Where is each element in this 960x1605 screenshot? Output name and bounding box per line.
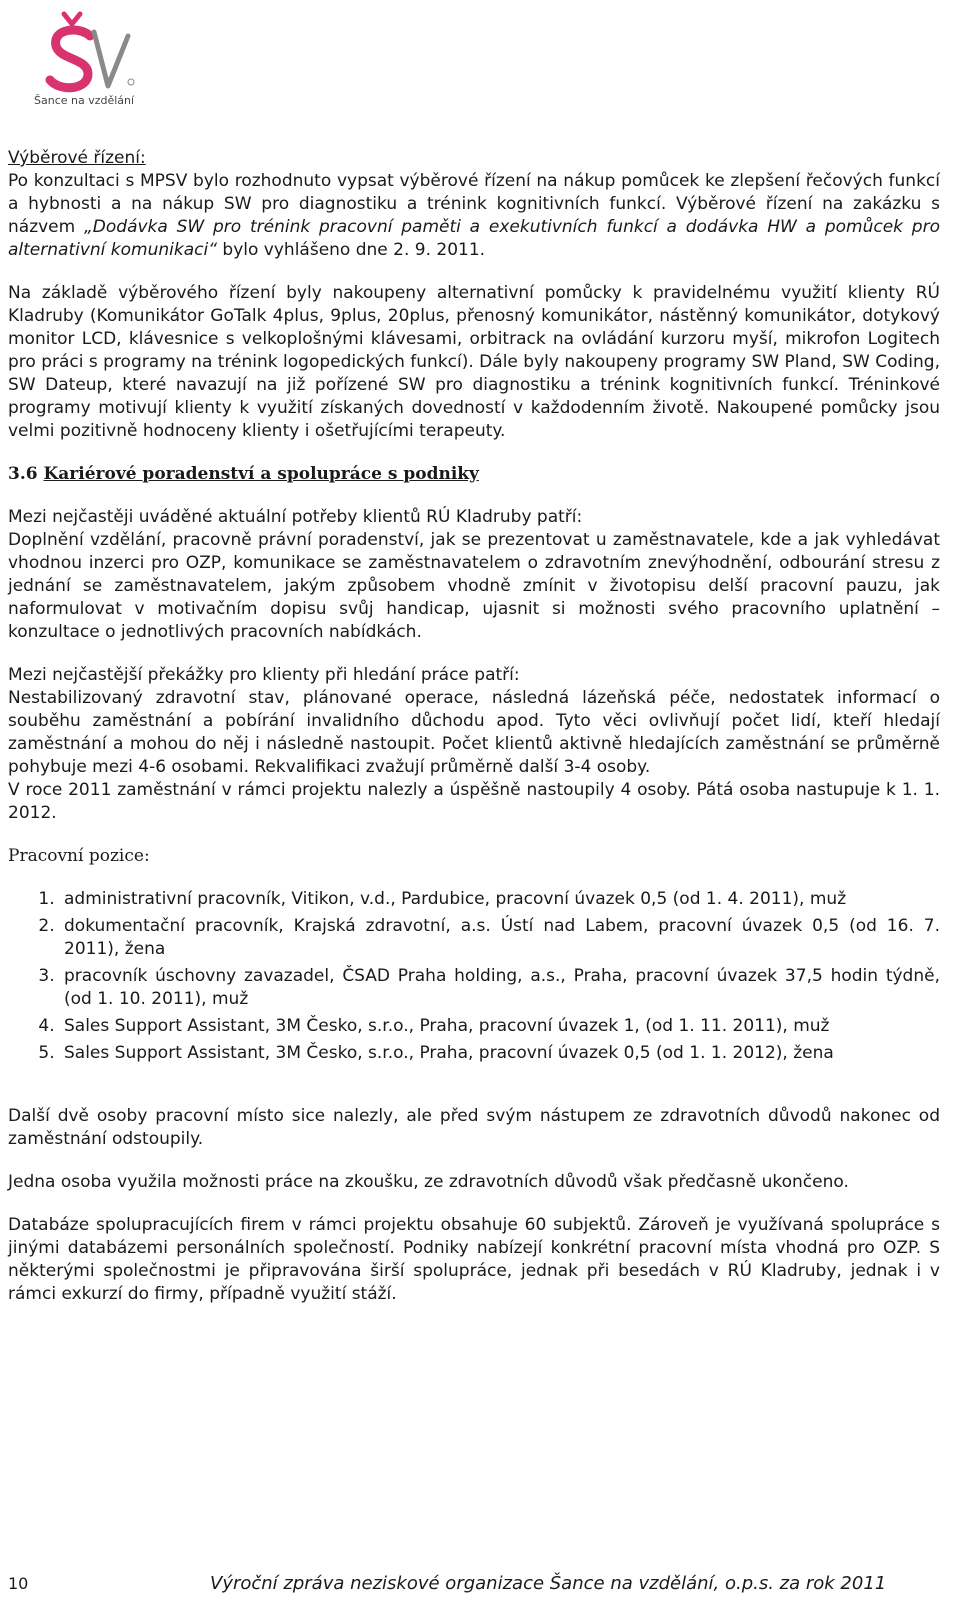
logo-caption: Šance na vzdělání xyxy=(34,94,135,107)
needs-paragraph: Doplnění vzdělání, pracovně právní poradenství, jak se prezentovat u zaměstnavatele, kde a jak vyhledávat vhodnou inzerci pro OZP, komunikace se zaměstnavatelem o zdravotním znevýhodnění, odbourání stresu z jednání se zaměstnavatelem, jakým způsobem vhodně zmínit v životopisu delší pracovní pauzu, jak naformulovat v motivačním dopisu svůj handicap, ujasnit si možnosti svého pracovního uplatnění – konzultace o jednotlivých pracovních nabídkách. xyxy=(8,530,940,642)
list-item: 1. administrativní pracovník, Vitikon, v.d., Pardubice, pracovní úvazek 0,5 (od 1. 4. 2011), muž xyxy=(60,888,940,911)
year-paragraph: V roce 2011 zaměstnání v rámci projektu nalezly a úspěšně nastoupily 4 osoby. Pátá osoba nastupuje k 1. 1. 2012. xyxy=(8,780,940,823)
logo-mark-icon xyxy=(30,10,140,100)
obstacles-heading: Mezi nejčastější překážky pro klienty při hledání práce patří: xyxy=(8,665,520,685)
list-item: 3. pracovník úschovny zavazadel, ČSAD Praha holding, a.s., Praha, pracovní úvazek 37,5 hodin týdně, (od 1. 10. 2011), muž xyxy=(60,965,940,1011)
footer-text: Výroční zpráva neziskové organizace Šance na vzdělání, o.p.s. za rok 2011 xyxy=(210,1573,887,1594)
list-item: 5. Sales Support Assistant, 3M Česko, s.r.o., Praha, pracovní úvazek 0,5 (od 1. 1. 2012), žena xyxy=(60,1042,940,1065)
tender-text-a: Po konzultaci s MPSV bylo rozhodnuto vypsat výběrové řízení na nákup pomůcek ke zlepšení řečových funkcí a hybnosti a na nákup SW pro diagnostiku a trénink kognitivních funkcí. Výběrové řízení na zakázku s názvem xyxy=(8,171,940,237)
tender-heading: Výběrové řízení: xyxy=(8,148,146,168)
section-number: 3.6 xyxy=(8,464,38,484)
section-title-text: Kariérové poradenství a spolupráce s podniky xyxy=(43,464,479,484)
page-number: 10 xyxy=(8,1574,29,1593)
tender-title: „Dodávka SW pro trénink pracovní paměti a exekutivních funkcí a dodávka HW a pomůcek pro alternativní komunikaci“ xyxy=(8,217,940,260)
purchase-paragraph: Na základě výběrového řízení byly nakoupeny alternativní pomůcky k pravidelnému využití klienty RÚ Kladruby (Komunikátor GoTalk 4plus, 9plus, 20plus, přenosný komunikátor, nástěnný komunikátor, dotykový monitor LCD, klávesnice s velkoplošnými klávesami, orbitrack na ovládání kurzoru myší, mikrofon Logitech pro práci s programy na trénink logopedických funkcí). Dále byly nakoupeny programy SW Pland, SW Coding, SW Dateup, které navazují na již pořízené SW pro diagnostiku a trénink kognitivních funkcí. Tréninkové programy motivují klienty k využití získaných dovedností v každodenním životě. Nakoupené pomůcky jsou velmi pozitivně hodnoceny klienty i ošetřujícími terapeuty. xyxy=(8,283,940,441)
trial-paragraph: Jedna osoba využila možnosti práce na zkoušku, ze zdravotních důvodů však předčasně ukončeno. xyxy=(8,1172,849,1192)
positions-heading: Pracovní pozice: xyxy=(8,846,150,866)
needs-heading: Mezi nejčastěji uváděné aktuální potřeby klientů RÚ Kladruby patří: xyxy=(8,507,583,527)
list-item: 2. dokumentační pracovník, Krajská zdravotní, a.s. Ústí nad Labem, pracovní úvazek 0,5 (od 16. 7. 2011), žena xyxy=(60,915,940,961)
obstacles-paragraph: Nestabilizovaný zdravotní stav, plánované operace, následná lázeňská péče, nedostatek informací o souběhu zaměstnání a pobírání invalidního důchodu apod. Tyto věci ovlivňují počet lidí, kteří hledají zaměstnání a mohou do něj i následně nastoupit. Počet klientů aktivně hledajících zaměstnání se průměrně pohybuje mezi 4-6 osobami. Rekvalifikaci zvažují průměrně další 3-4 osoby. xyxy=(8,688,940,777)
section-title xyxy=(8,463,940,486)
database-paragraph: Databáze spolupracujících firem v rámci projektu obsahuje 60 subjektů. Zároveň je využívaná spolupráce s jinými databázemi personálních společností. Podniky nabízejí konkrétní pracovní místa vhodná pro OZP. S některými společnostmi je připravována širší spolupráce, jednak při besedách v RÚ Kladruby, jednak i v rámci exkurzí do firmy, případně využití stáží. xyxy=(8,1215,940,1304)
page-footer xyxy=(0,1572,960,1596)
document-body xyxy=(8,147,940,1326)
list-item: 4. Sales Support Assistant, 3M Česko, s.r.o., Praha, pracovní úvazek 1, (od 1. 11. 2011), muž xyxy=(60,1015,940,1038)
positions-list xyxy=(8,888,940,1065)
tender-paragraph xyxy=(8,170,940,262)
two-more-paragraph: Další dvě osoby pracovní místo sice nalezly, ale před svým nástupem ze zdravotních důvodů nakonec od zaměstnání odstoupily. xyxy=(8,1106,940,1149)
tender-text-b: bylo vyhlášeno dne 2. 9. 2011. xyxy=(217,240,486,260)
